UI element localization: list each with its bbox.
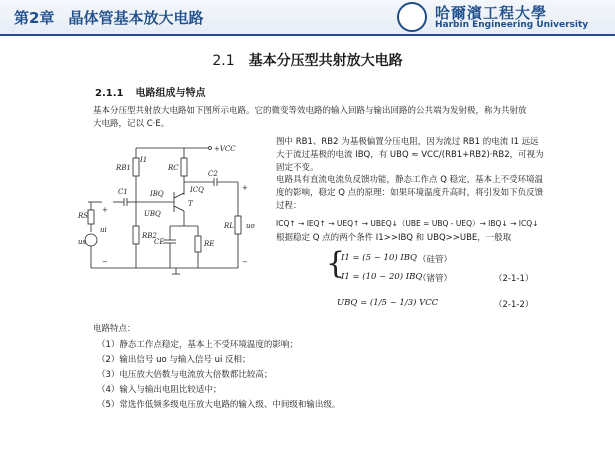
input-plus-label: + (102, 206, 108, 214)
c1-label: C1 (118, 188, 128, 196)
transistor-label: T (188, 200, 193, 208)
c2-label: C2 (208, 170, 218, 178)
rc-resistor (181, 158, 187, 176)
slide-header (0, 0, 615, 36)
rb2-resistor (133, 226, 139, 244)
rs-resistor (88, 210, 94, 224)
chapter-number: 第2章 (14, 9, 55, 27)
brace: { (326, 246, 346, 281)
feature-item: （2）输出信号 uo 与输入信号 ui 反相； (97, 355, 251, 365)
subsection-number: 2.1.1 (95, 88, 124, 99)
feedback-chain: ICQ↑ → IEQ↑ → UEQ↑ → UBEQ↓（UBE = UBQ - UEQ）→ IBQ↓ → ICQ↓ (276, 219, 539, 228)
uo-label: uo (246, 222, 255, 230)
ui-label: ui (100, 226, 107, 234)
rb2-label: RB2 (142, 232, 157, 240)
equation-1: I1 = (5 ~ 10) IBQ (341, 253, 417, 263)
circuit-diagram (78, 140, 268, 280)
chapter-title: 晶体管基本放大电路 (68, 9, 204, 27)
input-minus-label: − (102, 258, 108, 266)
signal-source-icon (85, 234, 97, 246)
subsection-title: 电路组成与特点 (135, 88, 206, 99)
rb1-resistor (133, 158, 139, 176)
intro-paragraph: 基本分压型共射放大电路如下图所示电路。它的微变等效电路的输入回路与输出回路的公共端为发射极，称为共射放大电路，记以 C·E。 (93, 106, 527, 129)
logo-chinese-name: 哈爾濱工程大學 (435, 4, 548, 22)
feature-item: （3）电压放大倍数与电流放大倍数都比较高； (97, 370, 273, 380)
equation-2-number: （2-1-1） (494, 274, 534, 284)
feature-item: （5）常选作低频多级电压放大电路的输入级、中间级和输出级。 (97, 400, 341, 410)
i1-label: I1 (140, 156, 148, 164)
bias-paragraph: 图中 RB1、RB2 为基极偏置分压电阻，因为流过 RB1 的电流 I1 远远大于流过基极的电流 IBQ，有 UBQ ≈ VCC/(RB1+RB2)·RB2，可视为固定不变。 (276, 137, 544, 173)
chapter-heading (14, 7, 217, 28)
section-title (0, 50, 615, 70)
equation-2: I1 = (10 ~ 20) IBQ (341, 272, 423, 282)
icq-label: ICQ (190, 186, 204, 194)
rl-resistor (235, 216, 241, 234)
features-title: 电路特点： (93, 324, 136, 334)
vcc-label: +VCC (214, 145, 236, 153)
rs-label: RS (78, 212, 89, 220)
rl-label: RL (224, 222, 234, 230)
rb1-label: RB1 (116, 164, 131, 172)
ce-label: CE (154, 238, 165, 246)
conditions-intro: 根据稳定 Q 点的两个条件 I1>>IBQ 和 UBQ>>UBE，一般取 (276, 233, 512, 243)
rc-label: RC (168, 164, 179, 172)
equation-2-note: （锗管） (418, 274, 453, 284)
equation-1-note: （硅管） (418, 255, 453, 265)
ubq-label: UBQ (144, 210, 161, 218)
us-label: us (78, 238, 87, 246)
output-plus-label: + (242, 184, 248, 192)
feedback-paragraph: 电路具有直流电流负反馈功能，静态工作点 Q 稳定，基本上不受环境温度的影响，稳定 Q 点的原理：如果环境温度升高时，将引发如下负反馈过程： (276, 175, 544, 211)
section-number: 2.1 (212, 53, 235, 69)
equation-3: UBQ = (1/5 ~ 1/3) VCC (337, 298, 439, 308)
logo-english-name: Harbin Engineering University (435, 20, 589, 30)
re-label: RE (204, 240, 215, 248)
ibq-label: IBQ (150, 190, 164, 198)
university-logo (397, 2, 607, 32)
re-resistor (195, 236, 201, 252)
feature-item: （4）输入与输出电阻比较适中； (97, 385, 222, 395)
equation-3-number: （2-1-2） (494, 300, 534, 310)
subsection-heading (95, 84, 205, 99)
feature-item: （1）静态工作点稳定，基本上不受环境温度的影响； (97, 340, 298, 350)
university-seal-icon (397, 2, 427, 32)
output-minus-label: − (242, 258, 248, 266)
section-title-text: 基本分压型共射放大电路 (248, 53, 403, 69)
